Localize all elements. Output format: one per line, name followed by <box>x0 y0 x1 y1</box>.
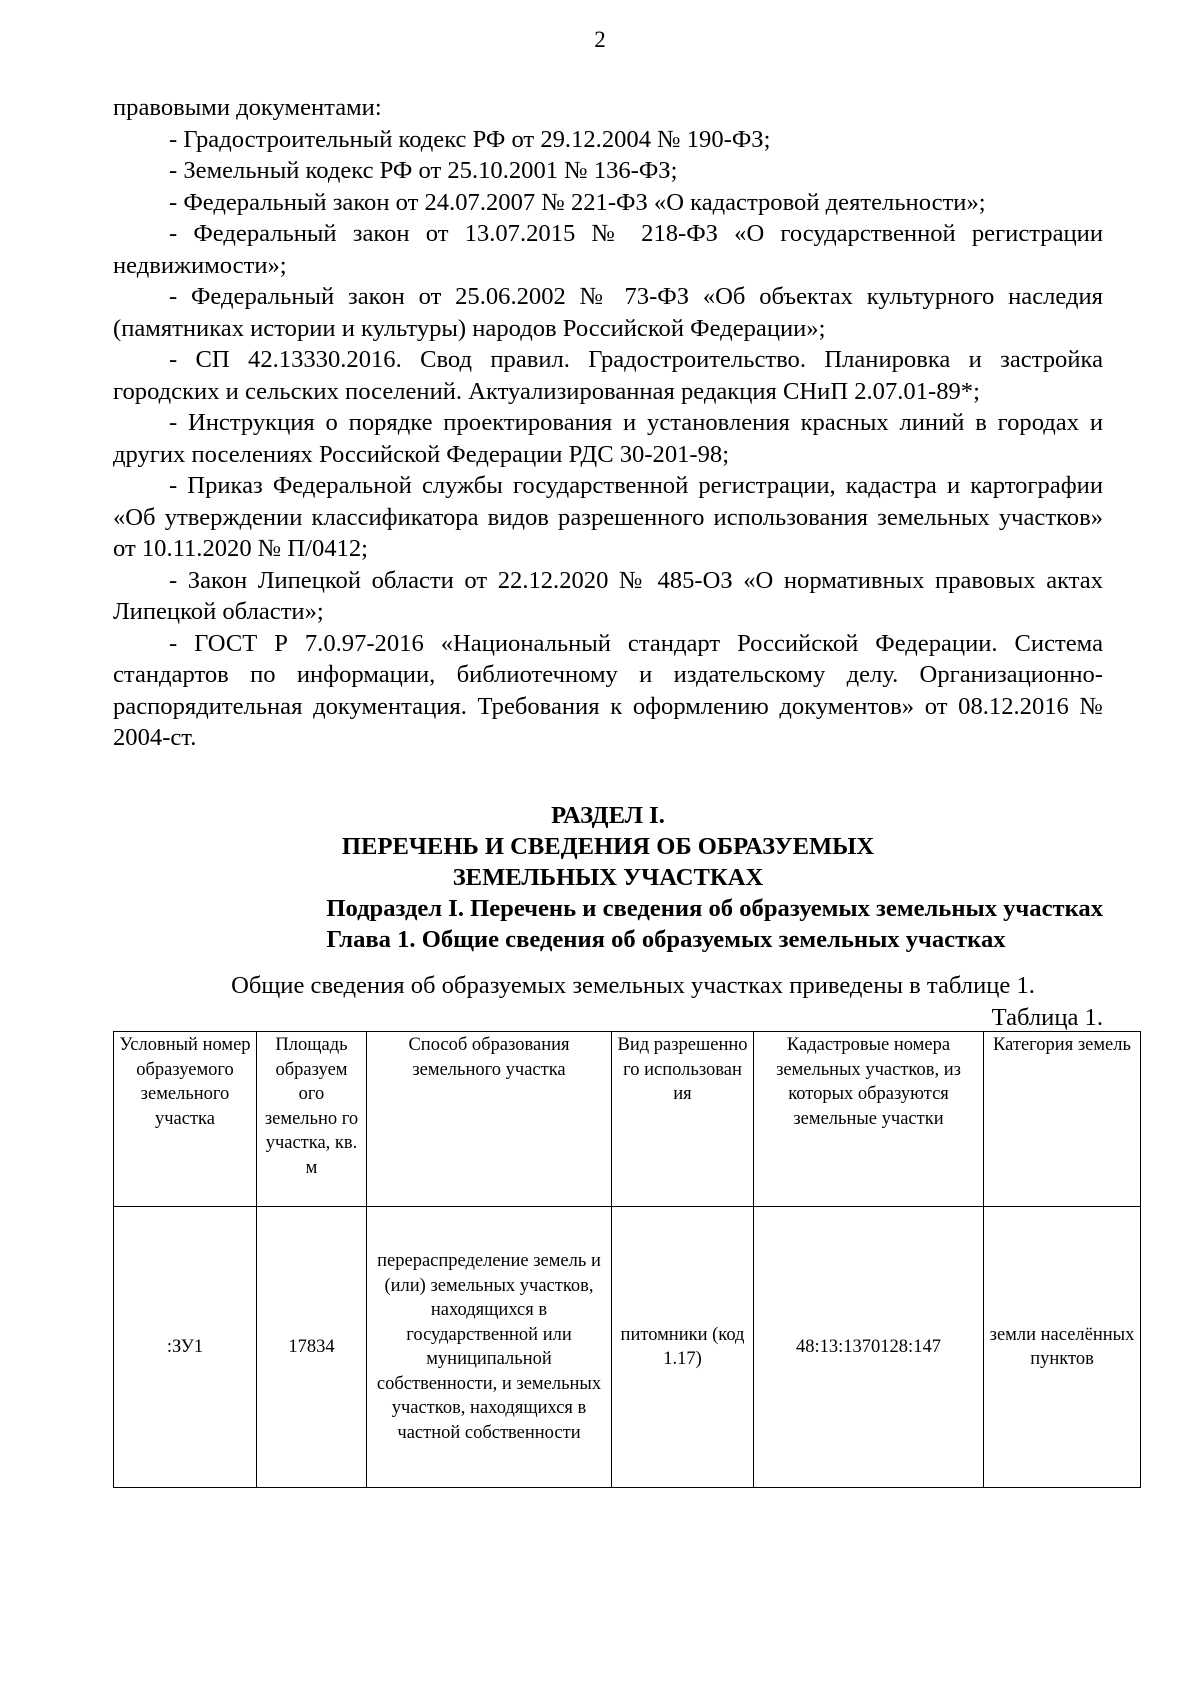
section-headings <box>113 800 1103 955</box>
table-intro: Общие сведения об образуемых земельных участках приведены в таблице 1. <box>231 972 1035 999</box>
legal-item: - Федеральный закон от 24.07.2007 № 221-ФЗ «О кадастровой деятельности»; <box>169 188 986 216</box>
cell-land-category: земли населённых пунктов <box>984 1207 1141 1488</box>
legal-item: - Закон Липецкой области от 22.12.2020 № 485-ОЗ «О нормативных правовых актах Липецкой области»; <box>113 566 1103 625</box>
legal-item: - Инструкция о порядке проектирования и установления красных линий в городах и других поселениях Российской Федерации РДС 30-201-98; <box>113 409 1103 468</box>
legal-item: - Федеральный закон от 25.06.2002 № 73-ФЗ «Об объектах культурного наследия (памятниках истории и культуры) народов Российской Федерации»; <box>113 283 1103 342</box>
header-cadastral-numbers: Кадастровые номера земельных участков, из которых образуются земельные участки <box>754 1032 984 1207</box>
header-formation-method: Способ образования земельного участка <box>367 1032 612 1207</box>
table-row <box>114 1207 1141 1488</box>
cell-area: 17834 <box>257 1207 367 1488</box>
cell-plot-number: :ЗУ1 <box>114 1207 257 1488</box>
subsection-title: Подраздел I. Перечень и сведения об образуемых земельных участках <box>326 895 1103 922</box>
legal-list-intro: правовыми документами: <box>113 94 382 121</box>
legal-item: - Приказ Федеральной службы государственной регистрации, кадастра и картографии «Об утверждении классификатора видов разрешенного использования земельных участков» от 10.11.2020 № П/0412; <box>113 472 1103 562</box>
section-heading-line2: ЗЕМЕЛЬНЫХ УЧАСТКАХ <box>452 864 764 891</box>
page-number: 2 <box>594 27 606 52</box>
section-heading-line1: ПЕРЕЧЕНЬ И СВЕДЕНИЯ ОБ ОБРАЗУЕМЫХ <box>341 833 875 860</box>
legal-item: - СП 42.13330.2016. Свод правил. Градостроительство. Планировка и застройка городских и сельских поселений. Актуализированная редакция СНиП 2.07.01-89*; <box>113 346 1103 405</box>
legal-item: - Земельный кодекс РФ от 25.10.2001 № 136-ФЗ; <box>169 157 678 184</box>
cell-formation-method: перераспределение земель и (или) земельных участков, находящихся в государственной или муниципальной собственности, и земельных участков, находящихся в частной собственности <box>367 1207 612 1488</box>
table-header-row <box>114 1032 1141 1207</box>
legal-item: - ГОСТ Р 7.0.97-2016 «Национальный стандарт Российской Федерации. Система стандартов по информации, библиотечному и издательскому делу. Организационно-распорядительная документация. Требования к оформлению документов» от 08.12.2016 № 2004-ст. <box>113 629 1103 751</box>
section-title: РАЗДЕЛ I. <box>551 802 665 829</box>
table-caption: Таблица 1. <box>991 1004 1103 1031</box>
legal-documents-list <box>113 92 1103 754</box>
chapter-title: Глава 1. Общие сведения об образуемых земельных участках <box>326 926 1006 953</box>
header-plot-number: Условный номер образуемого земельного участка <box>114 1032 257 1207</box>
header-permitted-use: Вид разрешенно го использован ия <box>612 1032 754 1207</box>
header-land-category: Категория земель <box>984 1032 1141 1207</box>
cell-permitted-use: питомники (код 1.17) <box>612 1207 754 1488</box>
header-area: Площадь образуем ого земельно го участка, кв. м <box>257 1032 367 1207</box>
legal-item: - Градостроительный кодекс РФ от 29.12.2004 № 190-ФЗ; <box>169 125 771 153</box>
land-plots-table <box>113 1031 1141 1488</box>
cell-cadastral-number: 48:13:1370128:147 <box>754 1207 984 1488</box>
legal-item: - Федеральный закон от 13.07.2015 № 218-ФЗ «О государственной регистрации недвижимости»; <box>113 220 1103 279</box>
